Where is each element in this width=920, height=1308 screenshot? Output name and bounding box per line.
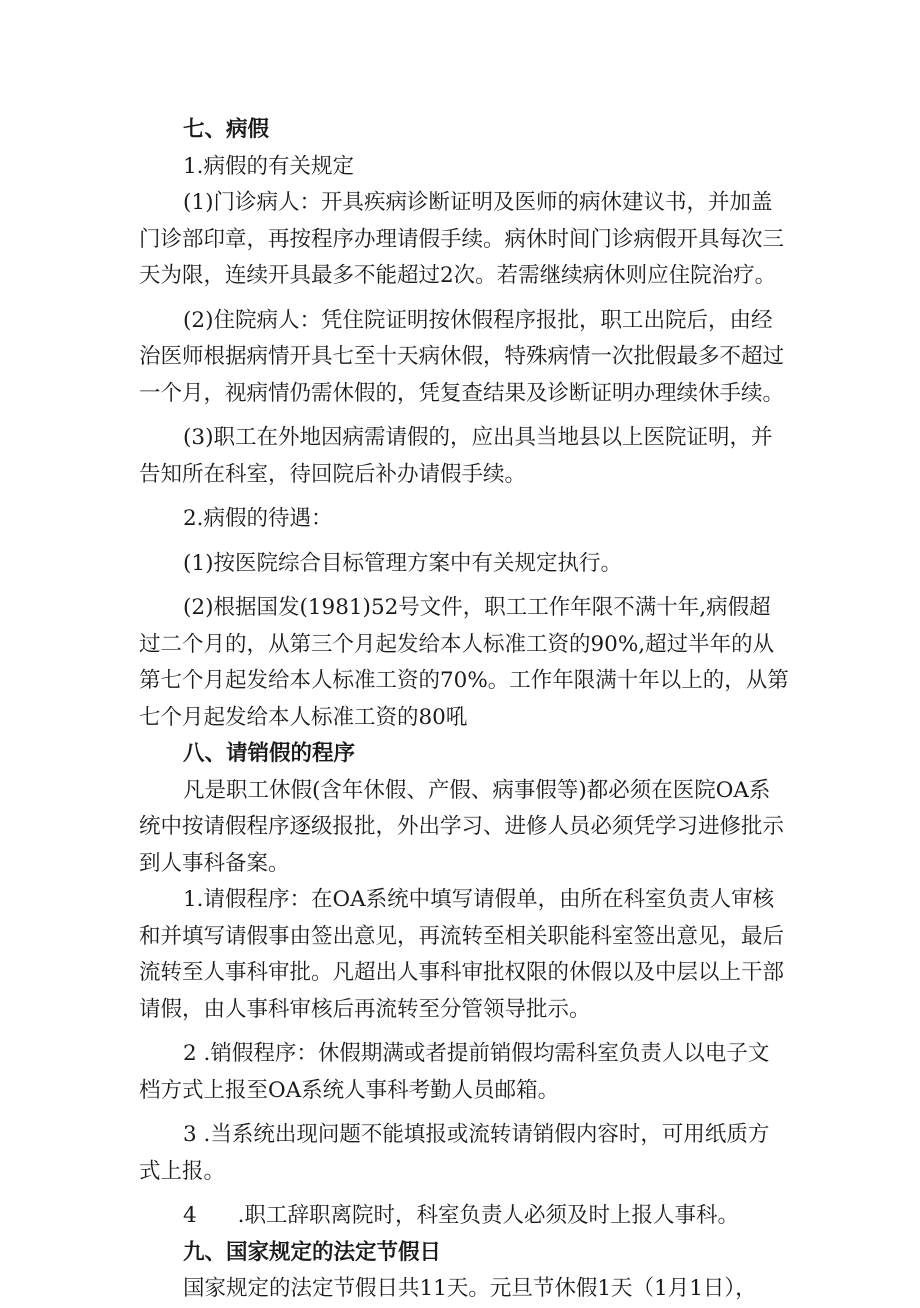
paragraph-line: 七个月起发给本人标准工资的80吼 — [139, 704, 468, 730]
paragraph-line: 治医师根据病情开具七至十天病休假，特殊病情一次批假最多不超过 — [139, 344, 785, 369]
paragraph-line: (3)职工在外地因病需请假的，应出具当地县以上医院证明，并 — [183, 425, 773, 450]
paragraph-line: 4 .职工辞职离院时，科室负责人必须及时上报人事科。 — [183, 1203, 740, 1228]
paragraph-line: 国家规定的法定节假日共11天。元旦节休假1天（1月1日）， — [183, 1276, 757, 1301]
paragraph-line: (2)住院病人：凭住院证明按休假程序报批，职工出院后，由经 — [183, 307, 773, 333]
paragraph-line: 档方式上报至OA系统人事科考勤人员邮箱。 — [139, 1077, 560, 1103]
paragraph-line: 2 .销假程序：休假期满或者提前销假均需科室负责人以电子文 — [183, 1041, 770, 1066]
paragraph-line: 式上报。 — [139, 1158, 226, 1184]
paragraph-line: 到人事科备案。 — [139, 850, 290, 876]
section-heading-leave-procedure: 八、请销假的程序 — [183, 741, 356, 766]
paragraph-line: 过二个月的，从第三个月起发给本人标准工资的90%,超过半年的从 — [139, 631, 775, 657]
paragraph-line: 天为限，连续开具最多不能超过2次。若需继续病休则应住院治疗。 — [139, 263, 777, 288]
paragraph-line: 1.请假程序：在OA系统中填写请假单，由所在科室负责人审核 — [183, 887, 775, 912]
subsection-title-sick-leave-rules: 1.病假的有关规定 — [183, 153, 355, 179]
paragraph-line: 请假，由人事科审核后再流转至分管领导批示。 — [139, 996, 591, 1022]
paragraph-line: 第七个月起发给本人标准工资的70%。工作年限满十年以上的，从第 — [139, 668, 789, 693]
paragraph-line: 3 .当系统出现问题不能填报或流转请销假内容时，可用纸质方 — [183, 1122, 770, 1147]
paragraph-line: (2)根据国发(1981)52号文件，职工工作年限不满十年,病假超 — [183, 595, 771, 620]
paragraph-line: 告知所在科室，待回院后补办请假手续。 — [139, 461, 527, 487]
section-heading-sick-leave: 七、病假 — [183, 117, 270, 142]
paragraph-line: 统中按请假程序逐级报批，外出学习、进修人员必须凭学习进修批示 — [139, 814, 785, 839]
paragraph-line: 和并填写请假事由签出意见，再流转至相关职能科室签出意见，最后 — [139, 923, 785, 949]
paragraph-line: (1)门诊病人：开具疾病诊断证明及医师的病休建议书，并加盖 — [183, 190, 773, 215]
paragraph-line: 流转至人事科审批。凡超出人事科审批权限的休假以及中层以上干部 — [139, 960, 785, 985]
paragraph-line: (1)按医院综合目标管理方案中有关规定执行。 — [183, 550, 622, 576]
subsection-title-sick-leave-pay: 2.病假的待遇： — [183, 506, 333, 531]
section-heading-public-holidays: 九、国家规定的法定节假日 — [183, 1239, 442, 1265]
paragraph-line: 凡是职工休假(含年休假、产假、病事假等)都必须在医院OA系 — [183, 777, 771, 803]
paragraph-line: 一个月，视病情仍需休假的，凭复查结果及诊断证明办理续休手续。 — [139, 380, 785, 406]
paragraph-line: 门诊部印章，再按程序办理请假手续。病休时间门诊病假开具每次三 — [139, 226, 785, 252]
